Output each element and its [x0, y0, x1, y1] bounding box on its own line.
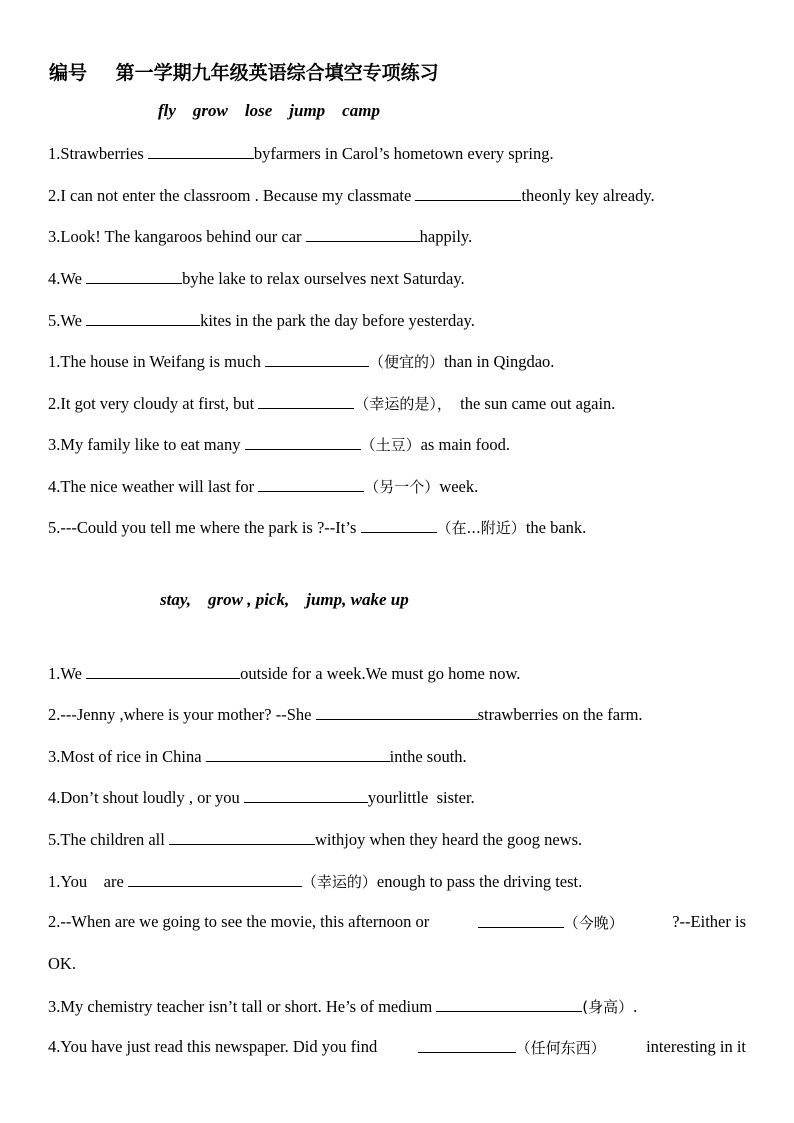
chinese-hint: （今晚）	[563, 914, 624, 932]
chinese-hint: （便宜的）	[368, 353, 444, 371]
exercise-line: 4.We byhe lake to relax ourselves next Saturday.	[48, 269, 465, 288]
answer-blank[interactable]	[361, 517, 437, 533]
chinese-hint: （另一个）	[364, 478, 440, 496]
answer-blank[interactable]	[206, 746, 390, 762]
exercise-line: 2.---Jenny ,where is your mother? --She strawberries on the farm.	[48, 705, 643, 724]
exercise-line: 1.You are （幸运的）enough to pass the driving test.	[48, 872, 583, 891]
exercise-line: 1.The house in Weifang is much （便宜的）than in Qingdao.	[48, 352, 555, 371]
answer-blank[interactable]	[128, 871, 302, 887]
answer-blank[interactable]	[244, 787, 368, 803]
chinese-hint: （幸运的是），	[354, 395, 452, 413]
answer-blank[interactable]	[436, 996, 582, 1012]
answer-blank[interactable]	[86, 268, 182, 284]
exercise-line: 3.Most of rice in China inthe south.	[48, 747, 467, 766]
answer-blank[interactable]	[258, 476, 364, 492]
word-bank-1: fly grow lose jump camp	[158, 101, 380, 120]
exercise-line: 2.I can not enter the classroom . Because my classmate theonly key already.	[48, 186, 655, 205]
answer-blank[interactable]	[258, 393, 354, 409]
exercise-line: 2.--When are we going to see the movie, this afternoon or （今晚） ?--Either is	[48, 912, 746, 932]
exercise-line: 3.Look! The kangaroos behind our car happily.	[48, 227, 473, 246]
answer-blank[interactable]	[169, 829, 315, 845]
answer-blank[interactable]	[478, 912, 564, 928]
exercise-line: 3.My family like to eat many （土豆）as main food.	[48, 435, 510, 454]
exercise-line: 4.The nice weather will last for （另一个）week.	[48, 477, 479, 496]
exercise-line: 3.My chemistry teacher isn’t tall or short. He’s of medium (身高）.	[48, 997, 638, 1016]
answer-blank[interactable]	[316, 704, 478, 720]
chinese-hint: （在...附近）	[436, 519, 526, 537]
answer-blank[interactable]	[415, 185, 521, 201]
answer-blank[interactable]	[148, 143, 254, 159]
chinese-hint: （任何东西）	[515, 1039, 606, 1057]
chinese-hint: （土豆）	[360, 436, 421, 454]
word-bank-2: stay, grow , pick, jump, wake up	[160, 590, 409, 609]
exercise-line: 4.You have just read this newspaper. Did you find （任何东西） interesting in it	[48, 1037, 746, 1057]
exercise-line: 4.Don’t shout loudly , or you yourlittle sister.	[48, 788, 475, 807]
exercise-line: 1.Strawberries byfarmers in Carol’s hometown every spring.	[48, 144, 554, 163]
chinese-hint: (身高）	[582, 998, 634, 1016]
answer-blank[interactable]	[306, 226, 420, 242]
page-title: 第一学期九年级英语综合填空专项练习	[115, 62, 439, 84]
number-label: 编号	[49, 62, 88, 84]
chinese-hint: （幸运的）	[301, 873, 377, 891]
exercise-line: 5.The children all withjoy when they heard the goog news.	[48, 830, 583, 849]
exercise-line: OK.	[48, 954, 76, 973]
answer-blank[interactable]	[245, 434, 361, 450]
exercise-line: 2.It got very cloudy at first, but （幸运的是）， the sun came out again.	[48, 394, 616, 413]
answer-blank[interactable]	[86, 310, 200, 326]
answer-blank[interactable]	[265, 351, 369, 367]
page-header	[49, 58, 439, 85]
exercise-line: 5.---Could you tell me where the park is ?--It’s （在...附近）the bank.	[48, 518, 587, 537]
answer-blank[interactable]	[418, 1037, 516, 1053]
exercise-line: 1.We outside for a week.We must go home now.	[48, 664, 521, 683]
answer-blank[interactable]	[86, 663, 240, 679]
exercise-line: 5.We kites in the park the day before yesterday.	[48, 311, 475, 330]
